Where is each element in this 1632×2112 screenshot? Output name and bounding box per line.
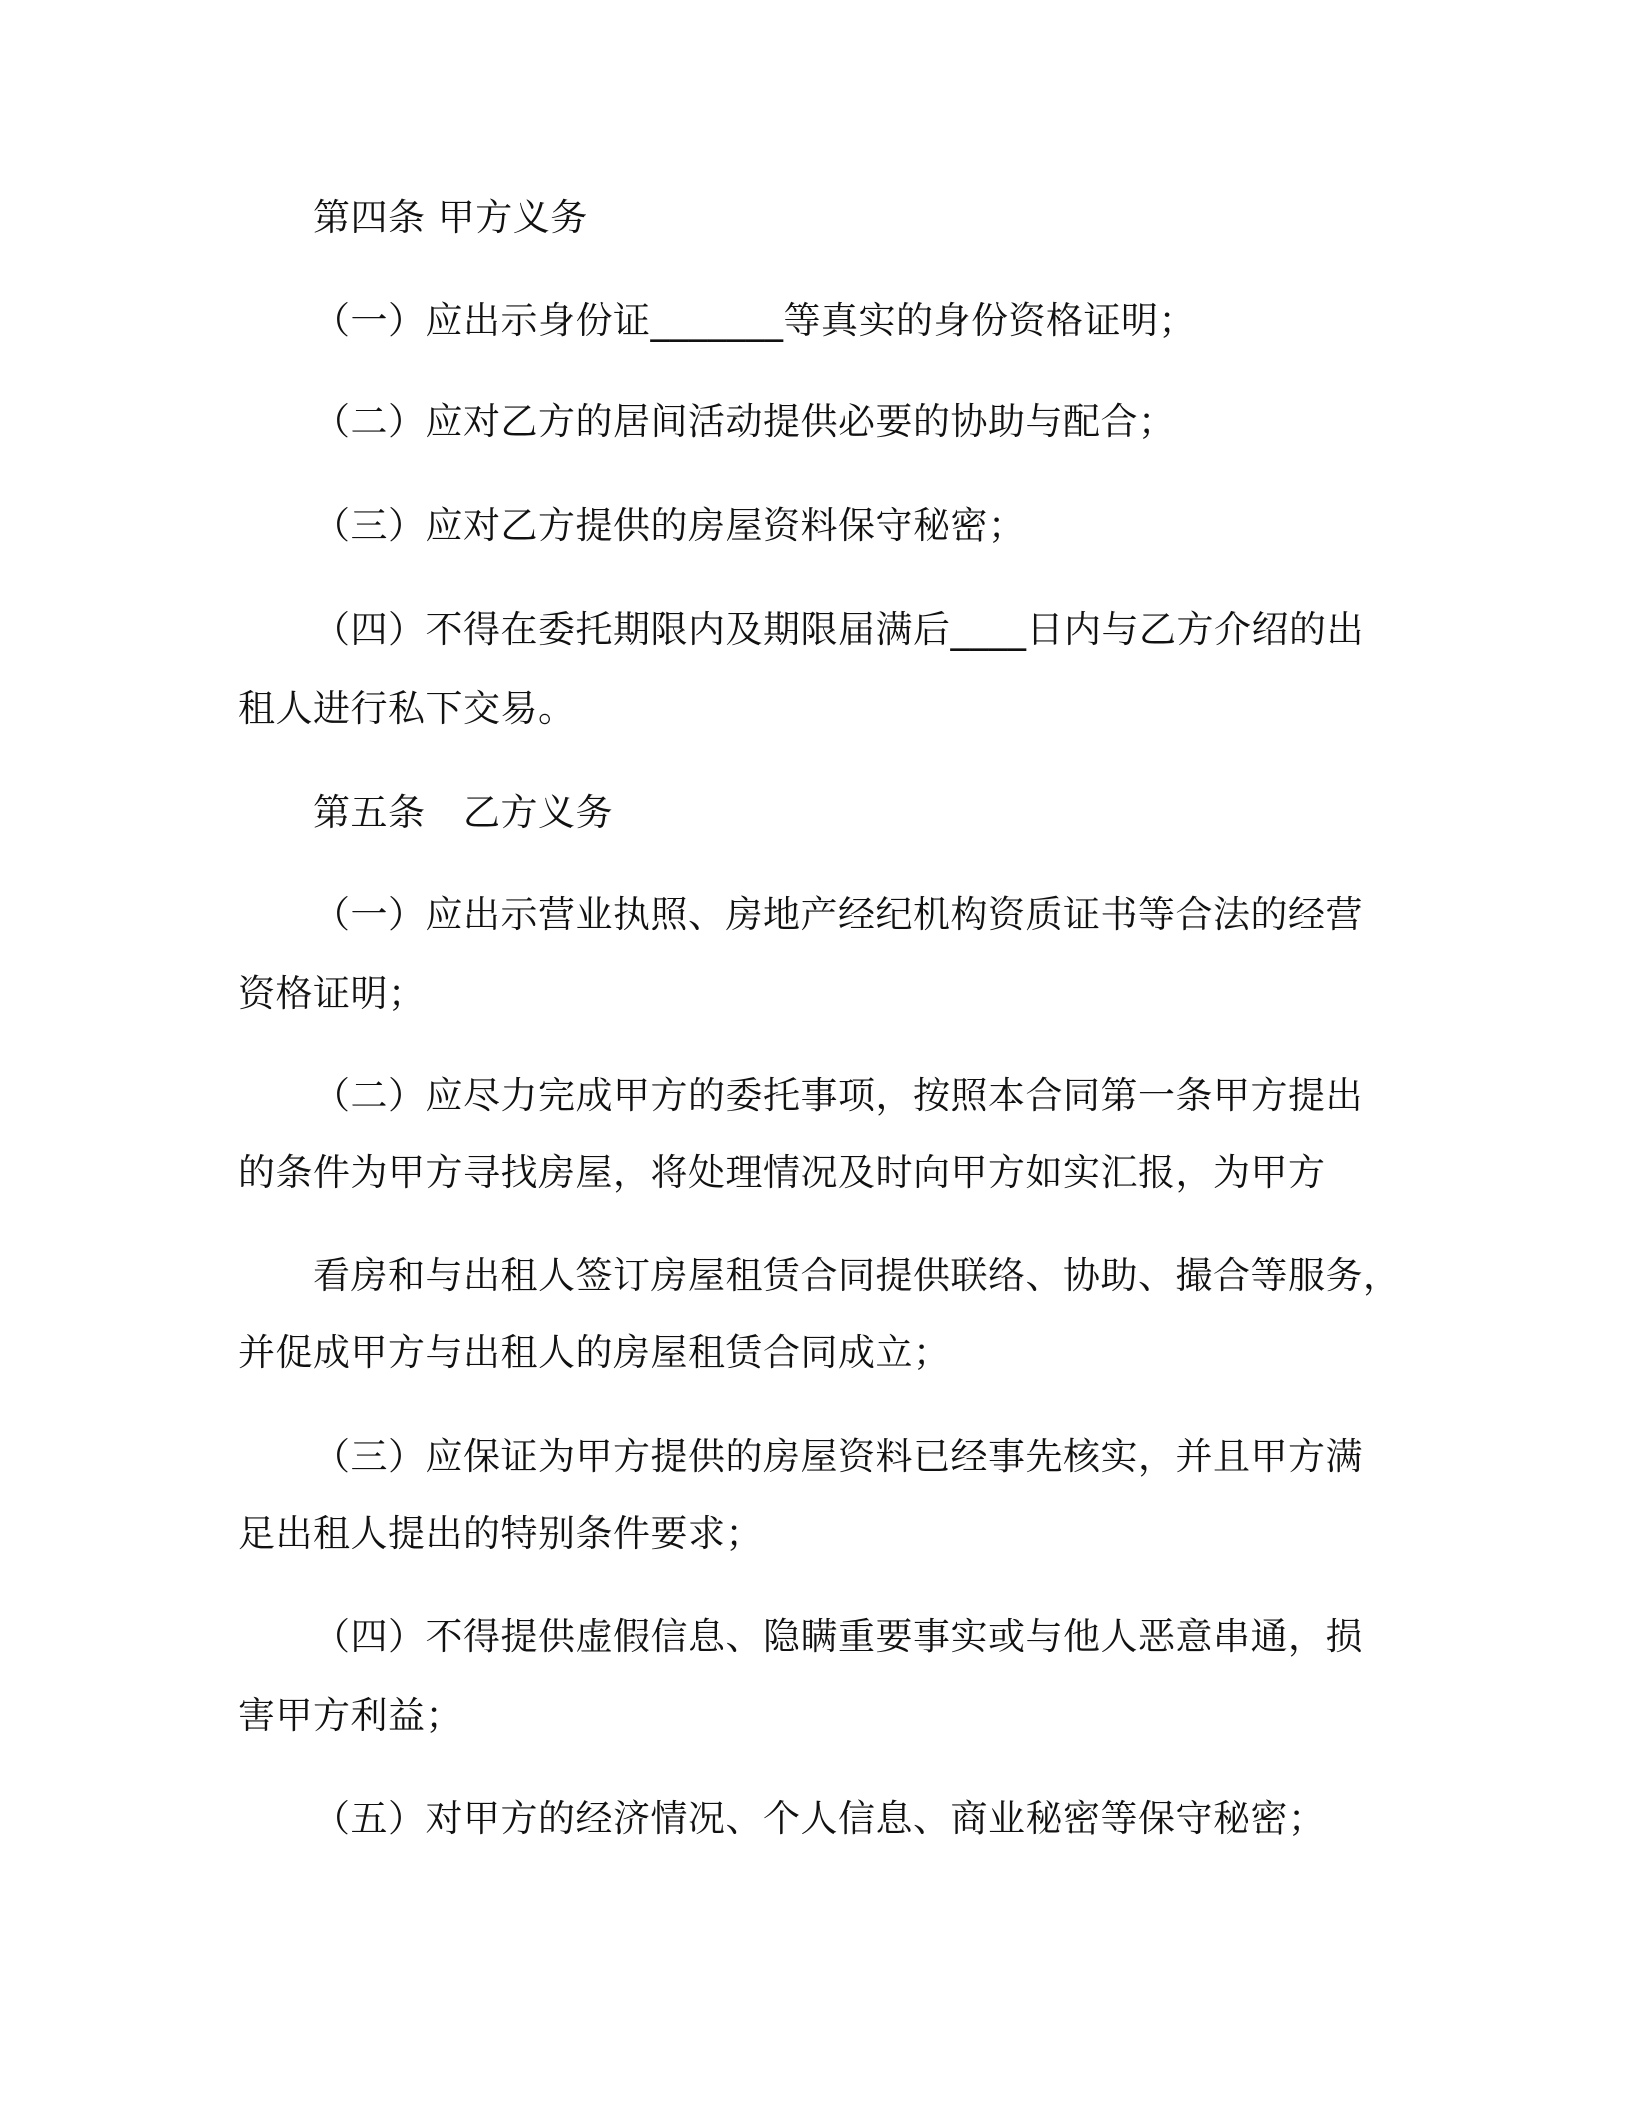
article-5-item-3-line-1: （三）应保证为甲方提供的房屋资料已经事先核实，并且甲方满 xyxy=(313,1435,1363,1478)
article-5-item-1-line-1: （一）应出示营业执照、房地产经纪机构资质证书等合法的经营 xyxy=(313,893,1363,936)
article-5-item-1-line-2: 资格证明； xyxy=(238,972,426,1015)
article-5-item-2-line-3: 看房和与出租人签订房屋租赁合同提供联络、协助、撮合等服务， xyxy=(313,1254,1401,1297)
article-5-item-2-line-4: 并促成甲方与出租人的房屋租赁合同成立； xyxy=(238,1331,951,1374)
article-4-item-1: （一）应出示身份证_______等真实的身份资格证明； xyxy=(313,299,1196,342)
article-4-heading: 第四条 甲方义务 xyxy=(313,196,588,239)
article-4-item-3: （三）应对乙方提供的房屋资料保守秘密； xyxy=(313,504,1026,547)
article-4-item-4-line-1: （四）不得在委托期限内及期限届满后____日内与乙方介绍的出 xyxy=(313,608,1364,651)
article-5-item-2-line-1: （二）应尽力完成甲方的委托事项，按照本合同第一条甲方提出 xyxy=(313,1074,1363,1117)
article-4-item-4-line-2: 租人进行私下交易。 xyxy=(238,687,576,730)
article-5-item-4-line-2: 害甲方利益； xyxy=(238,1694,463,1737)
article-5-item-4-line-1: （四）不得提供虚假信息、隐瞒重要事实或与他人恶意串通，损 xyxy=(313,1615,1363,1658)
article-4-item-2: （二）应对乙方的居间活动提供必要的协助与配合； xyxy=(313,400,1176,443)
article-5-heading: 第五条 乙方义务 xyxy=(313,791,613,834)
article-5-item-5: （五）对甲方的经济情况、个人信息、商业秘密等保守秘密； xyxy=(313,1797,1326,1840)
article-5-item-2-line-2: 的条件为甲方寻找房屋，将处理情况及时向甲方如实汇报，为甲方 xyxy=(238,1151,1326,1194)
article-5-item-3-line-2: 足出租人提出的特别条件要求； xyxy=(238,1512,763,1555)
